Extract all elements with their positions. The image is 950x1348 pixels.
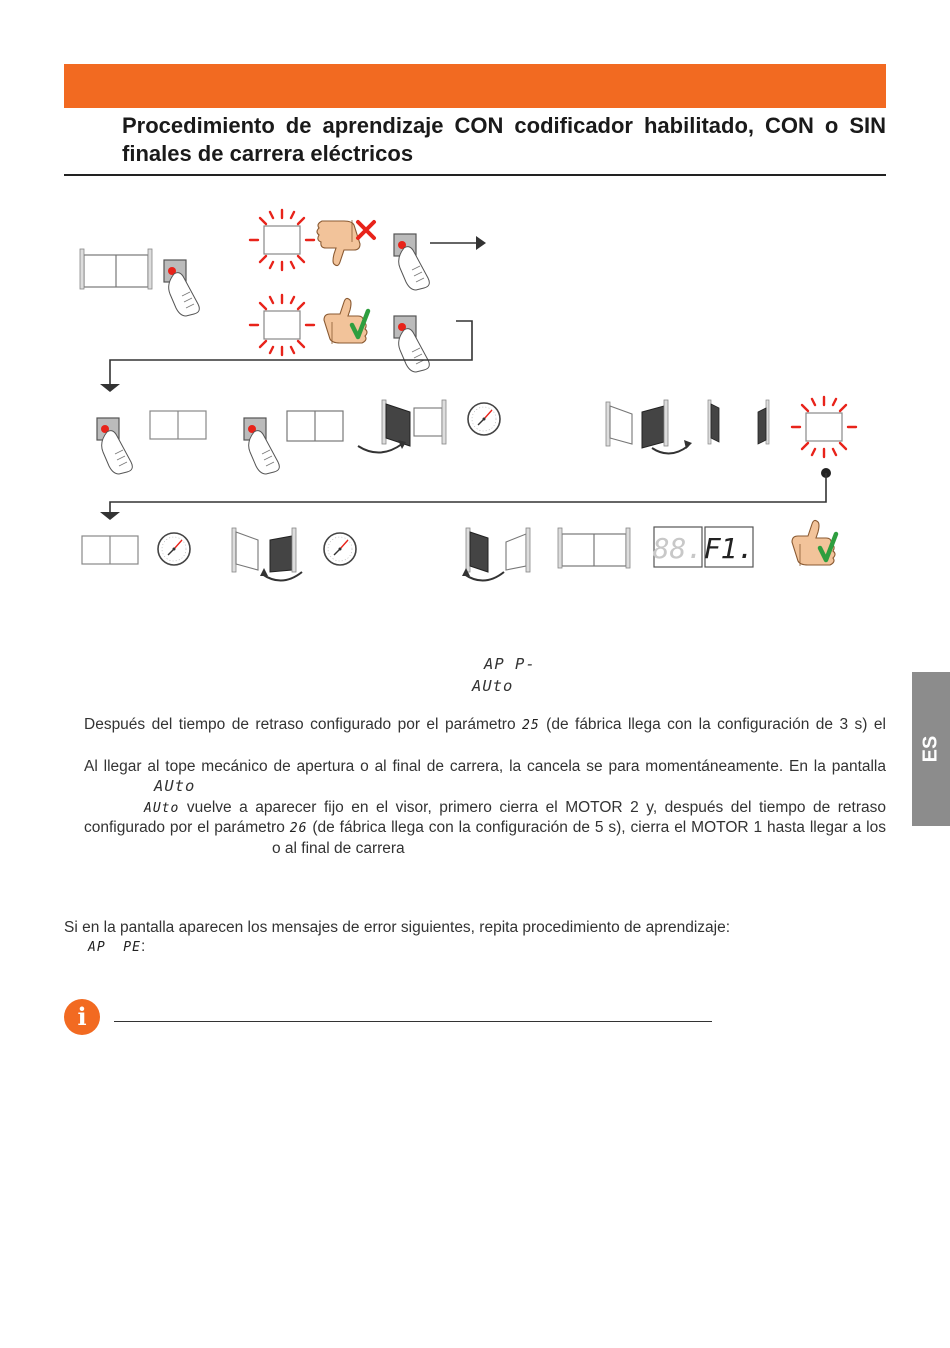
message-auto: AUto — [154, 777, 196, 795]
flashing-display-icon — [250, 295, 314, 355]
clock-icon — [324, 533, 356, 565]
error-suffix: : — [140, 938, 146, 955]
flashing-display-icon — [792, 397, 856, 457]
param-code: 25 — [522, 718, 540, 733]
clock-icon — [158, 533, 190, 565]
language-tab-label: ES — [919, 735, 942, 763]
gate-leaf-left-open-icon — [708, 400, 719, 444]
press-button-icon — [394, 316, 429, 372]
gate-motor1-opening-icon — [358, 400, 446, 453]
flow-connector — [110, 473, 826, 514]
page-title: Procedimiento de aprendizaje CON codificador habilitado, CON o SIN finales de carrera eléctricos — [122, 113, 886, 166]
paragraph-text: (de fábrica llega con la configuración de 5 s), cierra el MOTOR 1 hasta llegar a los — [312, 819, 886, 836]
thumb-up-icon — [324, 298, 367, 344]
clock-icon — [468, 403, 500, 435]
display-digits-right: F1. — [703, 532, 755, 565]
message-auto: AUto — [144, 801, 180, 816]
press-button-icon — [394, 234, 429, 290]
paragraph-text: configurado por el parámetro — [84, 819, 285, 836]
gate-motor1-closing-icon — [462, 528, 530, 581]
paragraph-line: o al final de carrera — [272, 840, 405, 857]
info-divider — [114, 1021, 712, 1022]
param-code: 26 — [289, 821, 308, 836]
message-auto: AUto — [472, 677, 514, 695]
title-divider — [64, 174, 886, 176]
paragraph-text: vuelve a aparecer fijo en el visor, primero cierra el MOTOR 2 y, después del tiempo de retraso — [186, 799, 886, 816]
info-icon: i — [64, 999, 100, 1035]
gate-leaf-right-open-icon — [758, 400, 769, 444]
display-digits-left: 88. — [652, 532, 704, 565]
learning-procedure-diagram — [0, 180, 950, 600]
flashing-display-icon — [250, 210, 314, 270]
language-tab[interactable] — [912, 672, 950, 826]
header-bar — [64, 64, 886, 108]
press-button-icon — [244, 418, 279, 474]
error-code-line — [88, 936, 145, 958]
press-button-icon — [97, 418, 132, 474]
gate-motor2-closing-icon — [232, 528, 302, 581]
press-button-icon — [164, 260, 199, 316]
paragraph-delay — [84, 714, 886, 736]
gate-closed-icon — [80, 249, 152, 289]
error-intro: Si en la pantalla aparecen los mensajes de error siguientes, repita procedimiento de aprendizaje: — [64, 919, 731, 936]
gate-closed-icon — [558, 528, 630, 568]
cross-icon — [358, 222, 374, 238]
paragraph-line — [144, 797, 886, 819]
paragraph-line: Al llegar al tope mecánico de apertura o al final de carrera, la cancela se para momentáneamente. En la pantalla — [84, 758, 886, 775]
paragraph-line — [84, 817, 886, 839]
message-app: AP P- — [484, 655, 536, 673]
seven-segment-display — [653, 527, 755, 567]
paragraph-text: (de fábrica llega con la configuración de 3 s) el — [546, 716, 886, 733]
thumb-down-icon — [317, 220, 360, 266]
gate-motor2-opening-icon — [606, 400, 692, 454]
error-code: AP PE — [88, 940, 141, 955]
paragraph-text: Después del tiempo de retraso configurado por el parámetro — [84, 716, 516, 733]
